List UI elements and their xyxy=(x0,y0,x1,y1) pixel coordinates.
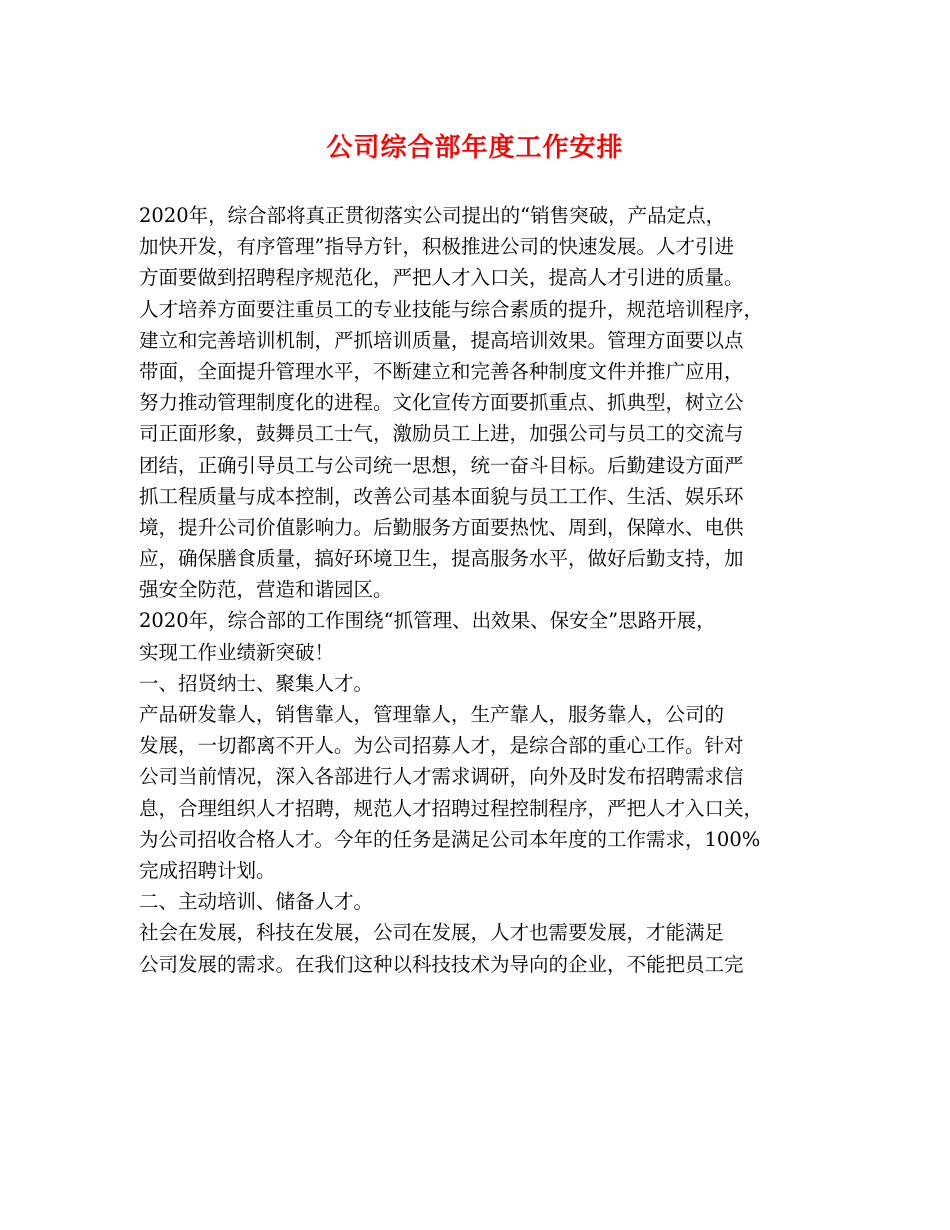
document-title: 公司综合部年度工作安排 xyxy=(326,133,624,163)
section-heading: 二、主动培训、储备人才。 xyxy=(139,890,374,914)
text-line: 人才培养方面要注重员工的专业技能与综合素质的提升，规范培训程序， xyxy=(139,297,764,321)
text-line: 为公司招收合格人才。今年的任务是满足公司本年度的工作需求，100% xyxy=(139,827,761,851)
text-line: 发展，一切都离不开人。为公司招募人才，是综合部的重心工作。针对 xyxy=(139,734,744,758)
text-line: 实现工作业绩新突破！ xyxy=(139,640,335,664)
text-line: 境，提升公司价值影响力。后勤服务方面要热忱、周到，保障水、电供 xyxy=(139,515,744,539)
text-line: 强安全防范，营造和谐园区。 xyxy=(139,578,393,602)
text-line: 加快开发，有序管理”指导方针，积极推进公司的快速发展。人才引进 xyxy=(139,235,734,259)
text-line: 应，确保膳食质量，搞好环境卫生，提高服务水平，做好后勤支持，加 xyxy=(139,547,744,571)
text-line: 抓工程质量与成本控制，改善公司基本面貌与员工工作、生活、娱乐环 xyxy=(139,484,744,508)
text-line: 公司当前情况，深入各部进行人才需求调研，向外及时发布招聘需求信 xyxy=(139,765,744,789)
text-line: 团结，正确引导员工与公司统一思想，统一奋斗目标。后勤建设方面严 xyxy=(139,453,744,477)
text-line: 建立和完善培训机制，严抓培训质量，提高培训效果。管理方面要以点 xyxy=(139,328,744,352)
text-line: 产品研发靠人，销售靠人，管理靠人，生产靠人，服务靠人，公司的 xyxy=(139,703,725,726)
document-body xyxy=(139,200,819,980)
text-line: 司正面形象，鼓舞员工士气，激励员工上进，加强公司与员工的交流与 xyxy=(139,422,744,446)
text-line: 公司发展的需求。在我们这种以科技技术为导向的企业，不能把员工完 xyxy=(139,952,744,976)
text-line: 2020年，综合部将真正贯彻落实公司提出的“销售突破，产品定点， xyxy=(139,204,726,227)
text-line: 带面，全面提升管理水平，不断建立和完善各种制度文件并推广应用， xyxy=(139,359,744,383)
text-line: 努力推动管理制度化的进程。文化宣传方面要抓重点、抓典型，树立公 xyxy=(139,391,744,415)
text-line: 2020年，综合部的工作围绕“抓管理、出效果、保安全”思路开展， xyxy=(139,609,716,633)
text-line: 方面要做到招聘程序规范化，严把人才入口关，提高人才引进的质量。 xyxy=(139,266,744,290)
text-line: 完成招聘计划。 xyxy=(139,858,276,882)
section-heading: 一、招贤纳士、聚集人才。 xyxy=(139,671,374,695)
text-line: 社会在发展，科技在发展，公司在发展，人才也需要发展，才能满足 xyxy=(139,921,725,945)
text-line: 息，合理组织人才招聘，规范人才招聘过程控制程序，严把人才入口关， xyxy=(139,796,764,820)
